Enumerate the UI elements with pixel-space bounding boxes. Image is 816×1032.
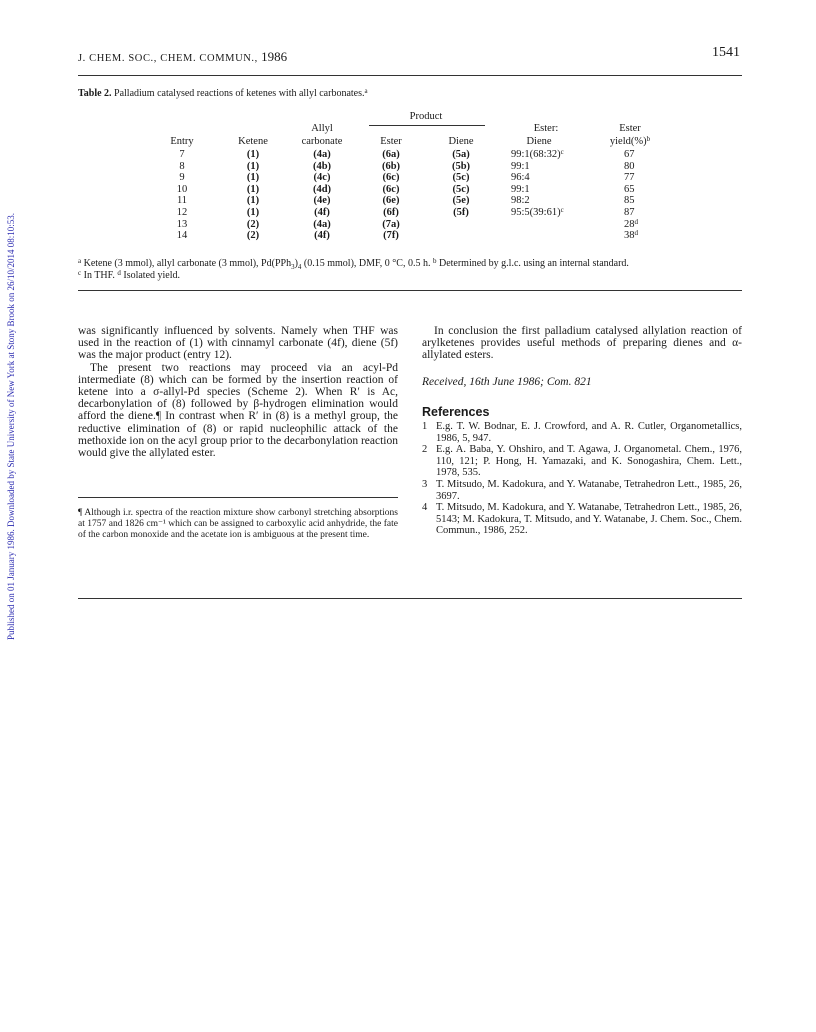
product-group-header: Product [409,111,443,122]
table-footnote-line-2 [78,270,180,281]
cell-carbonate: (4f) [314,230,330,242]
reference-text: T. Mitsudo, M. Kadokura, and Y. Watanabe, Tetrahedron Lett., 1985, 26, 3697. [436,478,742,502]
footnote-a-sub-2: 4 [297,263,302,271]
footnote-c-mark: c [78,269,82,277]
paragraph-conclusion: In conclusion the first palladium catalysed allylation reaction of arylketenes provides useful methods of preparing dienes and α-allylated esters. [422,325,742,362]
cell-ester: (7f) [383,230,399,242]
cell-ketene: (1) [246,195,260,207]
running-header [78,49,287,65]
reference-number: 2 [422,444,428,456]
cell-entry: 14 [176,230,188,242]
cell-entry: 10 [176,183,188,195]
cell-ester: (6a) [382,149,400,160]
cell-carbonate: (4a) [313,218,331,230]
right-column [422,325,742,537]
table-label: Table 2. [78,88,112,99]
cell-yield-value: 85 [624,195,635,207]
cell-entry: 13 [176,218,188,230]
page-number: 1541 [712,45,740,60]
cell-yield-value: 38 [624,230,635,242]
cell-yield-value: 65 [624,183,635,195]
paragraph-mechanism: The present two reactions may proceed via an acyl-Pd intermediate (8) which can be formed by the insertion reaction of ketene into a σ-allyl-Pd species (Scheme 2). When R′ is Ac, decarbonylation of (8) followed by β-hydrogen elimination would afford the diene.¶ In contrast when R′ in (8) is a methyl group, the reductive elimination of (8) or rapid nucleophilic attack of the methoxide ion on the acyl group prior to the decarbonylation reaction would give the allylated ester. [78,361,398,460]
cell-entry: 9 [179,172,185,184]
header-rule [78,75,742,76]
cell-ester: (6f) [383,207,399,218]
cell-ratio [511,149,564,161]
cell-ketene: (1) [246,149,260,160]
cell-yield-value: 80 [624,160,635,172]
cell-yield-value: 67 [624,149,635,160]
cell-diene: (5c) [452,172,470,184]
reference-item [422,421,742,444]
cell-ketene: (1) [246,207,260,218]
cell-ketene: (1) [246,183,260,195]
cell-ratio [511,207,564,219]
left-column [78,325,398,459]
cell-ratio [511,161,530,173]
header-ketene: Ketene [238,136,268,147]
reference-item [422,479,742,502]
footnote-d-text: Isolated yield. [120,270,181,281]
reference-item [422,444,742,479]
cell-ester: (6e) [382,195,400,207]
reference-number: 4 [422,502,428,514]
cell-ratio-value: 96:4 [511,172,530,184]
reference-number: 1 [422,421,428,433]
cell-diene: (5b) [451,160,471,172]
cell-yield-value: 87 [624,207,635,218]
cell-ratio-value: 99:1 [511,160,530,172]
cell-entry: 7 [179,149,185,160]
cell-ketene: (2) [246,230,260,242]
header-yield [610,136,650,148]
cell-diene: (5f) [453,207,469,218]
footnote-rule [78,497,398,498]
cell-yield-value: 77 [624,172,635,184]
cell-diene: (5e) [452,195,470,207]
page-bottom-rule [78,598,742,599]
journal-name: J. CHEM. SOC., CHEM. COMMUN., [78,53,258,64]
cell-ketene: (1) [246,160,260,172]
received-line: Received, 16th June 1986; Com. 821 [422,375,592,388]
table-title: Palladium catalysed reactions of ketenes with allyl carbonates. [114,88,365,99]
cell-yield [624,184,635,196]
cell-ratio [511,172,530,184]
cell-entry: 8 [179,160,185,172]
header-diene-ratio: Diene [526,136,552,147]
cell-diene: (5c) [452,183,470,195]
table-title-footnote-mark: a [364,87,368,95]
cell-yield [624,161,635,173]
paragraph-solvents: was significantly influenced by solvents. Namely when THF was used in the reaction of (1) with cinnamyl carbonate (4f), diene (5f) was the major product (entry 12). [78,325,398,362]
cell-ratio-value: 99:1 [511,183,530,195]
cell-ratio [511,195,530,207]
header-ester-yield: Ester [619,123,641,134]
cell-carbonate: (4a) [313,149,331,160]
cell-yield [624,172,635,184]
product-group-rule [369,125,485,126]
footnote-c-text: In THF. [81,270,118,281]
cell-carbonate: (4c) [313,172,331,184]
reference-item [422,502,742,537]
table-bottom-rule [78,290,742,291]
download-notice: Published on 01 January 1986. Downloaded by State University of New York at Stony Brook on 26/10/2014 08:10:53. [6,213,16,640]
header-yield-footnote-mark: b [646,135,651,143]
footnote-a-mark: a [78,257,82,265]
references-list [422,421,742,537]
footnote-a-text: Ketene (3 mmol), allyl carbonate (3 mmol), Pd(PPh [81,258,292,269]
cell-ratio-value: 95:5(39:61) [511,207,561,218]
cell-ketene: (1) [246,172,260,184]
cell-ketene: (2) [246,218,260,230]
header-diene: Diene [448,136,474,147]
cell-ester: (6c) [382,183,400,195]
footnote-ir: ¶ Although i.r. spectra of the reaction mixture show carbonyl stretching absorptions at 1757 and 1826 cm⁻¹ which can be assigned to carboxylic acid anhydride, the fate of the carbon monoxide and the acetate ion is ambiguous at the present time. [78,508,398,540]
cell-ester: (6c) [382,172,400,184]
cell-carbonate: (4f) [314,207,330,218]
header-entry: Entry [170,136,194,147]
footnote-b-text: Determined by g.l.c. using an internal standard. [436,258,629,269]
cell-ratio-value: 99:1(68:32) [511,149,561,160]
reference-text: T. Mitsudo, M. Kadokura, and Y. Watanabe, Tetrahedron Lett., 1985, 26, 5143; M. Kadokura, T. Mitsudo, and Y. Watanabe, J. Chem. Soc., Chem. Commun., 1986, 252. [436,502,742,537]
cell-yield-footnote-mark: d [634,229,638,238]
cell-yield [624,195,635,207]
table-caption [78,88,368,99]
cell-ester: (7a) [382,218,400,230]
header-carbonate: carbonate [301,136,343,147]
cell-ratio-value: 98:2 [511,195,530,207]
header-ester-ratio: Ester: [533,123,559,134]
cell-ratio-footnote-mark: c [560,148,564,156]
reference-text: E.g. T. W. Bodnar, E. J. Crowford, and A. R. Cutler, Organometallics, 1986, 5, 947. [436,421,742,444]
cell-yield [624,207,635,219]
cell-yield-value: 28 [624,218,635,230]
header-allyl: Allyl [311,123,333,134]
cell-entry: 12 [176,207,188,218]
cell-yield-footnote-mark: d [634,217,638,226]
cell-entry: 11 [176,195,188,207]
cell-ratio-footnote-mark: c [560,206,564,214]
footnote-a-text-2: ) [294,258,298,269]
footnote-d-mark: d [117,269,121,277]
reference-number: 3 [422,478,428,490]
cell-carbonate: (4e) [313,195,331,207]
references-heading: References [422,404,490,419]
cell-carbonate: (4b) [312,160,332,172]
footnote-b-mark: b [432,257,437,265]
cell-carbonate: (4d) [312,183,332,195]
cell-ester: (6b) [381,160,401,172]
cell-ratio [511,184,530,196]
header-yield-label: yield(%) [609,136,647,147]
cell-yield [624,230,638,242]
header-ester: Ester [380,136,402,147]
reference-text: E.g. A. Baba, Y. Ohshiro, and T. Agawa, J. Organometal. Chem., 1976, 110, 121; P. Hong, H. Yamazaki, and K. Sonogashira, Chem. Lett., 1978, 535. [436,444,742,479]
footnote-a-sub: 3 [291,263,295,271]
cell-yield [624,149,635,161]
journal-year: 1986 [261,49,288,64]
footnote-a-text-3: (0.15 mmol), DMF, 0 °C, 0.5 h. [301,258,433,269]
cell-diene: (5a) [452,149,470,160]
